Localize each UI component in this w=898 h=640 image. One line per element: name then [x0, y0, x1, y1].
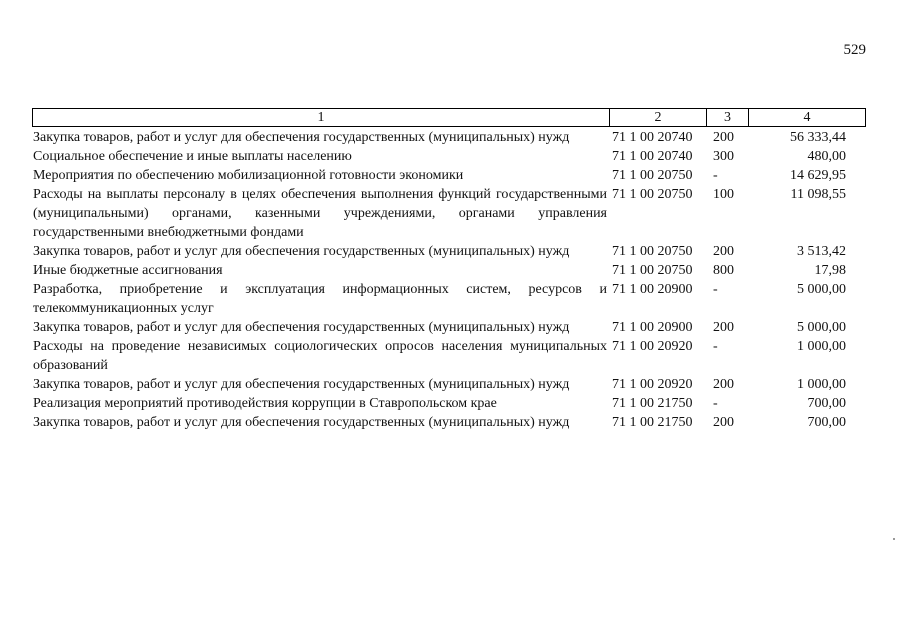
table-row [33, 375, 867, 394]
row-code: 71 1 00 20900 [612, 282, 693, 297]
header-col-4: 4 [803, 110, 811, 125]
row-sum: 5 000,00 [797, 282, 846, 297]
row-code: 71 1 00 20750 [612, 263, 693, 278]
row-code: 71 1 00 21750 [612, 415, 693, 430]
row-name: Расходы на выплаты персоналу в целях обеспечения выполнения функций государственными (муниципальными) органами, казенными учреждениями, органами управления государственными внебюджетными фондами [33, 187, 607, 240]
table-row [33, 185, 867, 242]
row-name: Закупка товаров, работ и услуг для обеспечения государственных (муниципальных) нужд [33, 244, 570, 259]
row-name: Иные бюджетные ассигнования [33, 263, 223, 278]
row-sum: 17,98 [814, 263, 846, 278]
row-name: Закупка товаров, работ и услуг для обеспечения государственных (муниципальных) нужд [33, 320, 570, 335]
row-code: 71 1 00 20740 [612, 149, 693, 164]
scan-speck [893, 538, 895, 540]
row-sum: 700,00 [807, 415, 846, 430]
table-header [32, 108, 866, 127]
table-row [33, 318, 867, 337]
row-name: Закупка товаров, работ и услуг для обеспечения государственных (муниципальных) нужд [33, 130, 570, 145]
table-row [33, 280, 867, 318]
row-sum: 3 513,42 [797, 244, 846, 259]
row-code: 71 1 00 20920 [612, 377, 693, 392]
row-sum: 1 000,00 [797, 377, 846, 392]
row-sum: 5 000,00 [797, 320, 846, 335]
row-sum: 480,00 [807, 149, 846, 164]
row-name: Расходы на проведение независимых социологических опросов населения муниципальных образований [33, 339, 607, 373]
table-row [33, 261, 867, 280]
row-type: 200 [713, 377, 734, 392]
row-type: - [713, 396, 718, 411]
header-col-1: 1 [33, 109, 610, 126]
row-sum: 1 000,00 [797, 339, 846, 354]
row-code: 71 1 00 21750 [612, 396, 693, 411]
header-col-2: 2 [610, 109, 707, 126]
header-col-3: 3 [707, 109, 749, 126]
row-type: - [713, 168, 718, 183]
row-name: Закупка товаров, работ и услуг для обеспечения государственных (муниципальных) нужд [33, 377, 570, 392]
table-row [33, 166, 867, 185]
row-name: Реализация мероприятий противодействия коррупции в Ставропольском крае [33, 396, 497, 411]
row-type: 300 [713, 149, 734, 164]
row-type: - [713, 282, 718, 297]
row-sum: 56 333,44 [790, 130, 846, 145]
row-code: 71 1 00 20750 [612, 187, 693, 202]
row-type: 200 [713, 320, 734, 335]
table-body [33, 128, 867, 432]
table-row [33, 147, 867, 166]
row-code: 71 1 00 20740 [612, 130, 693, 145]
row-name: Разработка, приобретение и эксплуатация информационных систем, ресурсов и телекоммуникационных услуг [33, 282, 607, 316]
row-sum: 11 098,55 [790, 187, 846, 202]
row-type: 200 [713, 244, 734, 259]
row-sum: 700,00 [807, 396, 846, 411]
row-name: Мероприятия по обеспечению мобилизационной готовности экономики [33, 168, 464, 183]
row-type: 200 [713, 130, 734, 145]
row-name: Закупка товаров, работ и услуг для обеспечения государственных (муниципальных) нужд [33, 415, 570, 430]
table-row [33, 394, 867, 413]
row-sum: 14 629,95 [790, 168, 846, 183]
row-type: - [713, 339, 718, 354]
row-type: 200 [713, 415, 734, 430]
row-code: 71 1 00 20900 [612, 320, 693, 335]
table-row [33, 128, 867, 147]
row-code: 71 1 00 20920 [612, 339, 693, 354]
row-type: 800 [713, 263, 734, 278]
row-type: 100 [713, 187, 734, 202]
table-row [33, 413, 867, 432]
page-number: 529 [843, 42, 866, 58]
row-name: Социальное обеспечение и иные выплаты населению [33, 149, 352, 164]
row-code: 71 1 00 20750 [612, 168, 693, 183]
table-row [33, 242, 867, 261]
row-code: 71 1 00 20750 [612, 244, 693, 259]
table-row [33, 337, 867, 375]
